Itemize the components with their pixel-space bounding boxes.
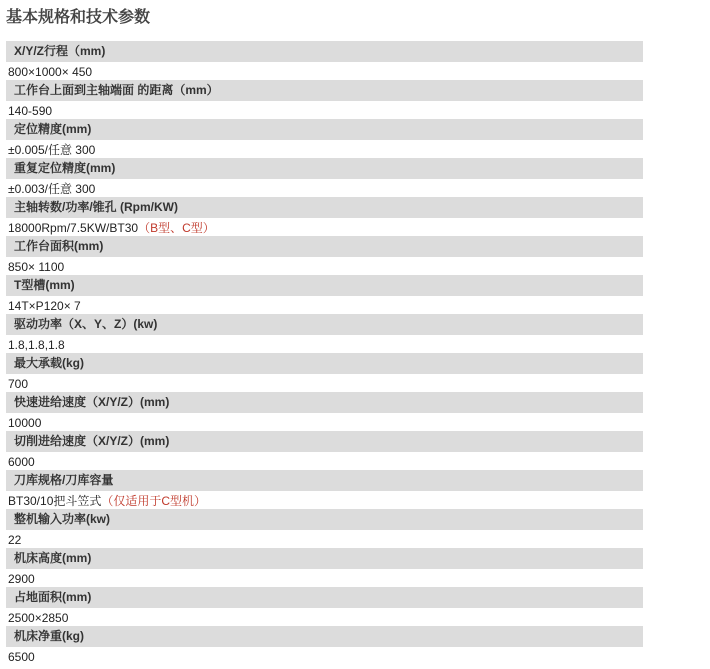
spec-value-line xyxy=(6,101,643,119)
spec-row xyxy=(6,587,643,626)
spec-label: 定位精度(mm) xyxy=(6,119,643,140)
spec-label: 整机输入功率(kw) xyxy=(6,509,643,530)
spec-value-line xyxy=(6,140,643,158)
spec-row xyxy=(6,431,643,470)
spec-row xyxy=(6,80,643,119)
spec-value-line xyxy=(6,62,643,80)
spec-label: 快速进给速度（X/Y/Z）(mm) xyxy=(6,392,643,413)
spec-value-line xyxy=(6,413,643,431)
spec-value: ±0.003/任意 300 xyxy=(8,182,96,196)
spec-row xyxy=(6,275,643,314)
spec-value: BT30/10把斗笠式 xyxy=(8,494,102,508)
spec-label: 刀库规格/刀库容量 xyxy=(6,470,643,491)
spec-row xyxy=(6,392,643,431)
spec-value-line xyxy=(6,374,643,392)
spec-value: 2900 xyxy=(8,572,35,586)
page-title: 基本规格和技术参数 xyxy=(6,9,151,26)
spec-label: 机床净重(kg) xyxy=(6,626,643,647)
spec-value: 10000 xyxy=(8,416,42,430)
spec-label: 工作台上面到主轴端面 的距离（mm） xyxy=(6,80,643,101)
spec-value-line xyxy=(6,452,643,470)
spec-row xyxy=(6,197,643,236)
spec-value: 800×1000× 450 xyxy=(8,65,93,79)
spec-value-line xyxy=(6,335,643,353)
spec-value-line xyxy=(6,218,643,236)
spec-label: 驱动功率（X、Y、Z）(kw) xyxy=(6,314,643,335)
spec-value: 1.8,1.8,1.8 xyxy=(8,338,65,352)
spec-row xyxy=(6,353,643,392)
spec-value: 6000 xyxy=(8,455,35,469)
spec-value-line xyxy=(6,569,643,587)
spec-label: 机床高度(mm) xyxy=(6,548,643,569)
spec-list xyxy=(6,41,643,665)
spec-label: X/Y/Z行程（mm) xyxy=(6,41,643,62)
spec-value: 18000Rpm/7.5KW/BT30 xyxy=(8,221,139,235)
spec-label: 占地面积(mm) xyxy=(6,587,643,608)
spec-label: 切削进给速度（X/Y/Z）(mm) xyxy=(6,431,643,452)
spec-row xyxy=(6,314,643,353)
spec-value: 2500×2850 xyxy=(8,611,69,625)
spec-value: 14T×P120× 7 xyxy=(8,299,81,313)
spec-value-line xyxy=(6,179,643,197)
spec-row xyxy=(6,158,643,197)
spec-value: ±0.005/任意 300 xyxy=(8,143,96,157)
spec-value-line xyxy=(6,491,643,509)
spec-label: 重复定位精度(mm) xyxy=(6,158,643,179)
spec-row xyxy=(6,470,643,509)
spec-label: T型槽(mm) xyxy=(6,275,643,296)
spec-value: 700 xyxy=(8,377,29,391)
spec-value: 6500 xyxy=(8,650,35,664)
spec-note: （B型、C型） xyxy=(138,221,215,235)
spec-label: 主轴转数/功率/锥孔 (Rpm/KW) xyxy=(6,197,643,218)
spec-note: （仅适用于C型机） xyxy=(101,494,207,508)
spec-value-line xyxy=(6,647,643,665)
spec-row xyxy=(6,119,643,158)
spec-value-line xyxy=(6,296,643,314)
spec-row xyxy=(6,236,643,275)
spec-row xyxy=(6,548,643,587)
spec-label: 工作台面积(mm) xyxy=(6,236,643,257)
spec-row xyxy=(6,509,643,548)
spec-label: 最大承载(kg) xyxy=(6,353,643,374)
spec-value-line xyxy=(6,257,643,275)
spec-row xyxy=(6,626,643,665)
spec-value-line xyxy=(6,608,643,626)
spec-row xyxy=(6,41,643,80)
spec-value: 22 xyxy=(8,533,22,547)
spec-value-line xyxy=(6,530,643,548)
spec-value: 140-590 xyxy=(8,104,53,118)
spec-value: 850× 1100 xyxy=(8,260,65,274)
